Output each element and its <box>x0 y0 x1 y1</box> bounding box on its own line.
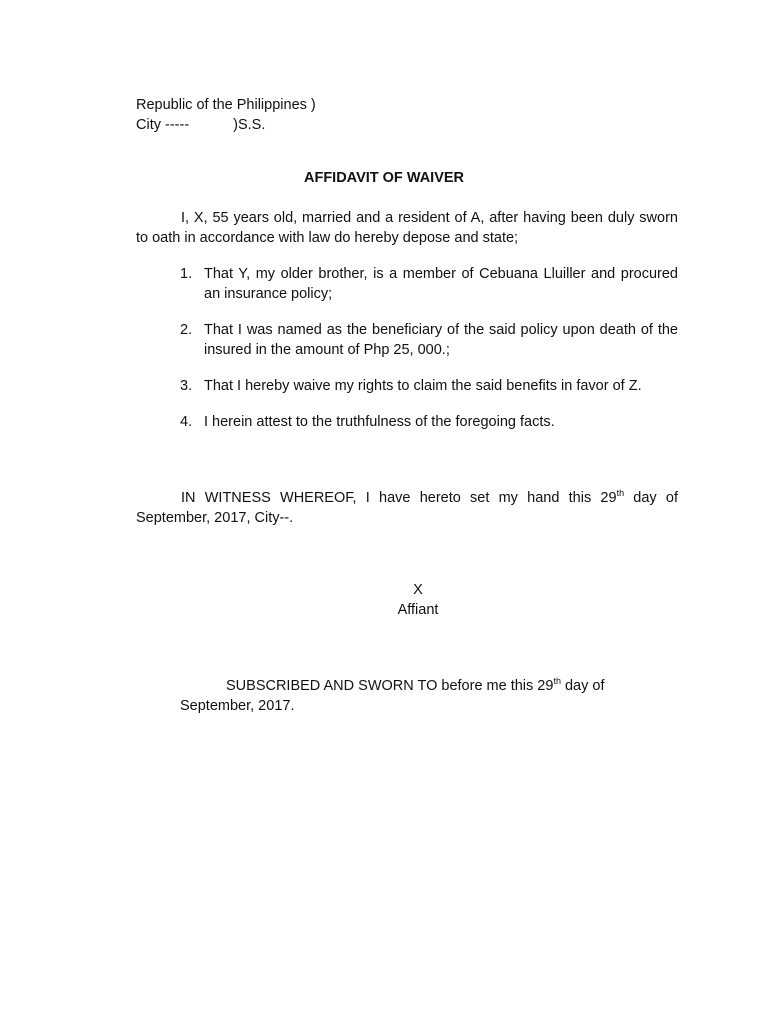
witness-ordinal-suffix: th <box>616 488 625 498</box>
caption-city: City ----- <box>136 117 190 133</box>
jurat-text-after: day of <box>560 678 605 694</box>
witness-text-before: IN WITNESS WHEREOF, I have hereto set my hand this 29 <box>181 490 617 506</box>
jurat-line-1 <box>180 676 678 696</box>
jurat-line-2: September, 2017. <box>180 698 295 714</box>
document-title: AFFIDAVIT OF WAIVER <box>303 170 465 186</box>
caption-republic: Republic of the Philippines ) <box>136 97 316 113</box>
list-item <box>180 320 678 360</box>
item-text: That I hereby waive my rights to claim the said benefits in favor of Z. <box>204 378 642 394</box>
affiant-label: Affiant <box>397 602 439 618</box>
item-text: I herein attest to the truthfulness of the foregoing facts. <box>204 414 555 430</box>
caption-city-line <box>136 115 316 135</box>
item-text: That I was named as the beneficiary of the said policy upon death of the insured in the amount of Php 25, 000.; <box>204 322 678 358</box>
item-number: 3. <box>180 378 193 394</box>
venue-caption <box>136 95 316 135</box>
item-number: 2. <box>180 322 193 338</box>
statements-list <box>180 264 678 448</box>
item-text: That Y, my older brother, is a member of Cebuana Lluiller and procured an insurance policy; <box>204 266 678 302</box>
signature-block <box>0 580 768 620</box>
affiant-name: X <box>413 582 423 598</box>
item-number: 4. <box>180 414 193 430</box>
list-item <box>180 412 678 432</box>
witness-text-after: day of September, 2017, City--. <box>136 490 679 526</box>
intro-paragraph: I, X, 55 years old, married and a resident of A, after having been duly sworn to oath in accordance with law do hereby depose and state; <box>136 210 678 246</box>
witness-paragraph <box>136 488 678 528</box>
caption-ss: )S.S. <box>233 117 266 133</box>
list-item <box>180 376 678 396</box>
item-number: 1. <box>180 266 193 282</box>
jurat-text-before: SUBSCRIBED AND SWORN TO before me this 29 <box>226 678 554 694</box>
jurat-paragraph <box>180 676 678 716</box>
list-item <box>180 264 678 304</box>
jurat-ordinal-suffix: th <box>553 676 561 686</box>
